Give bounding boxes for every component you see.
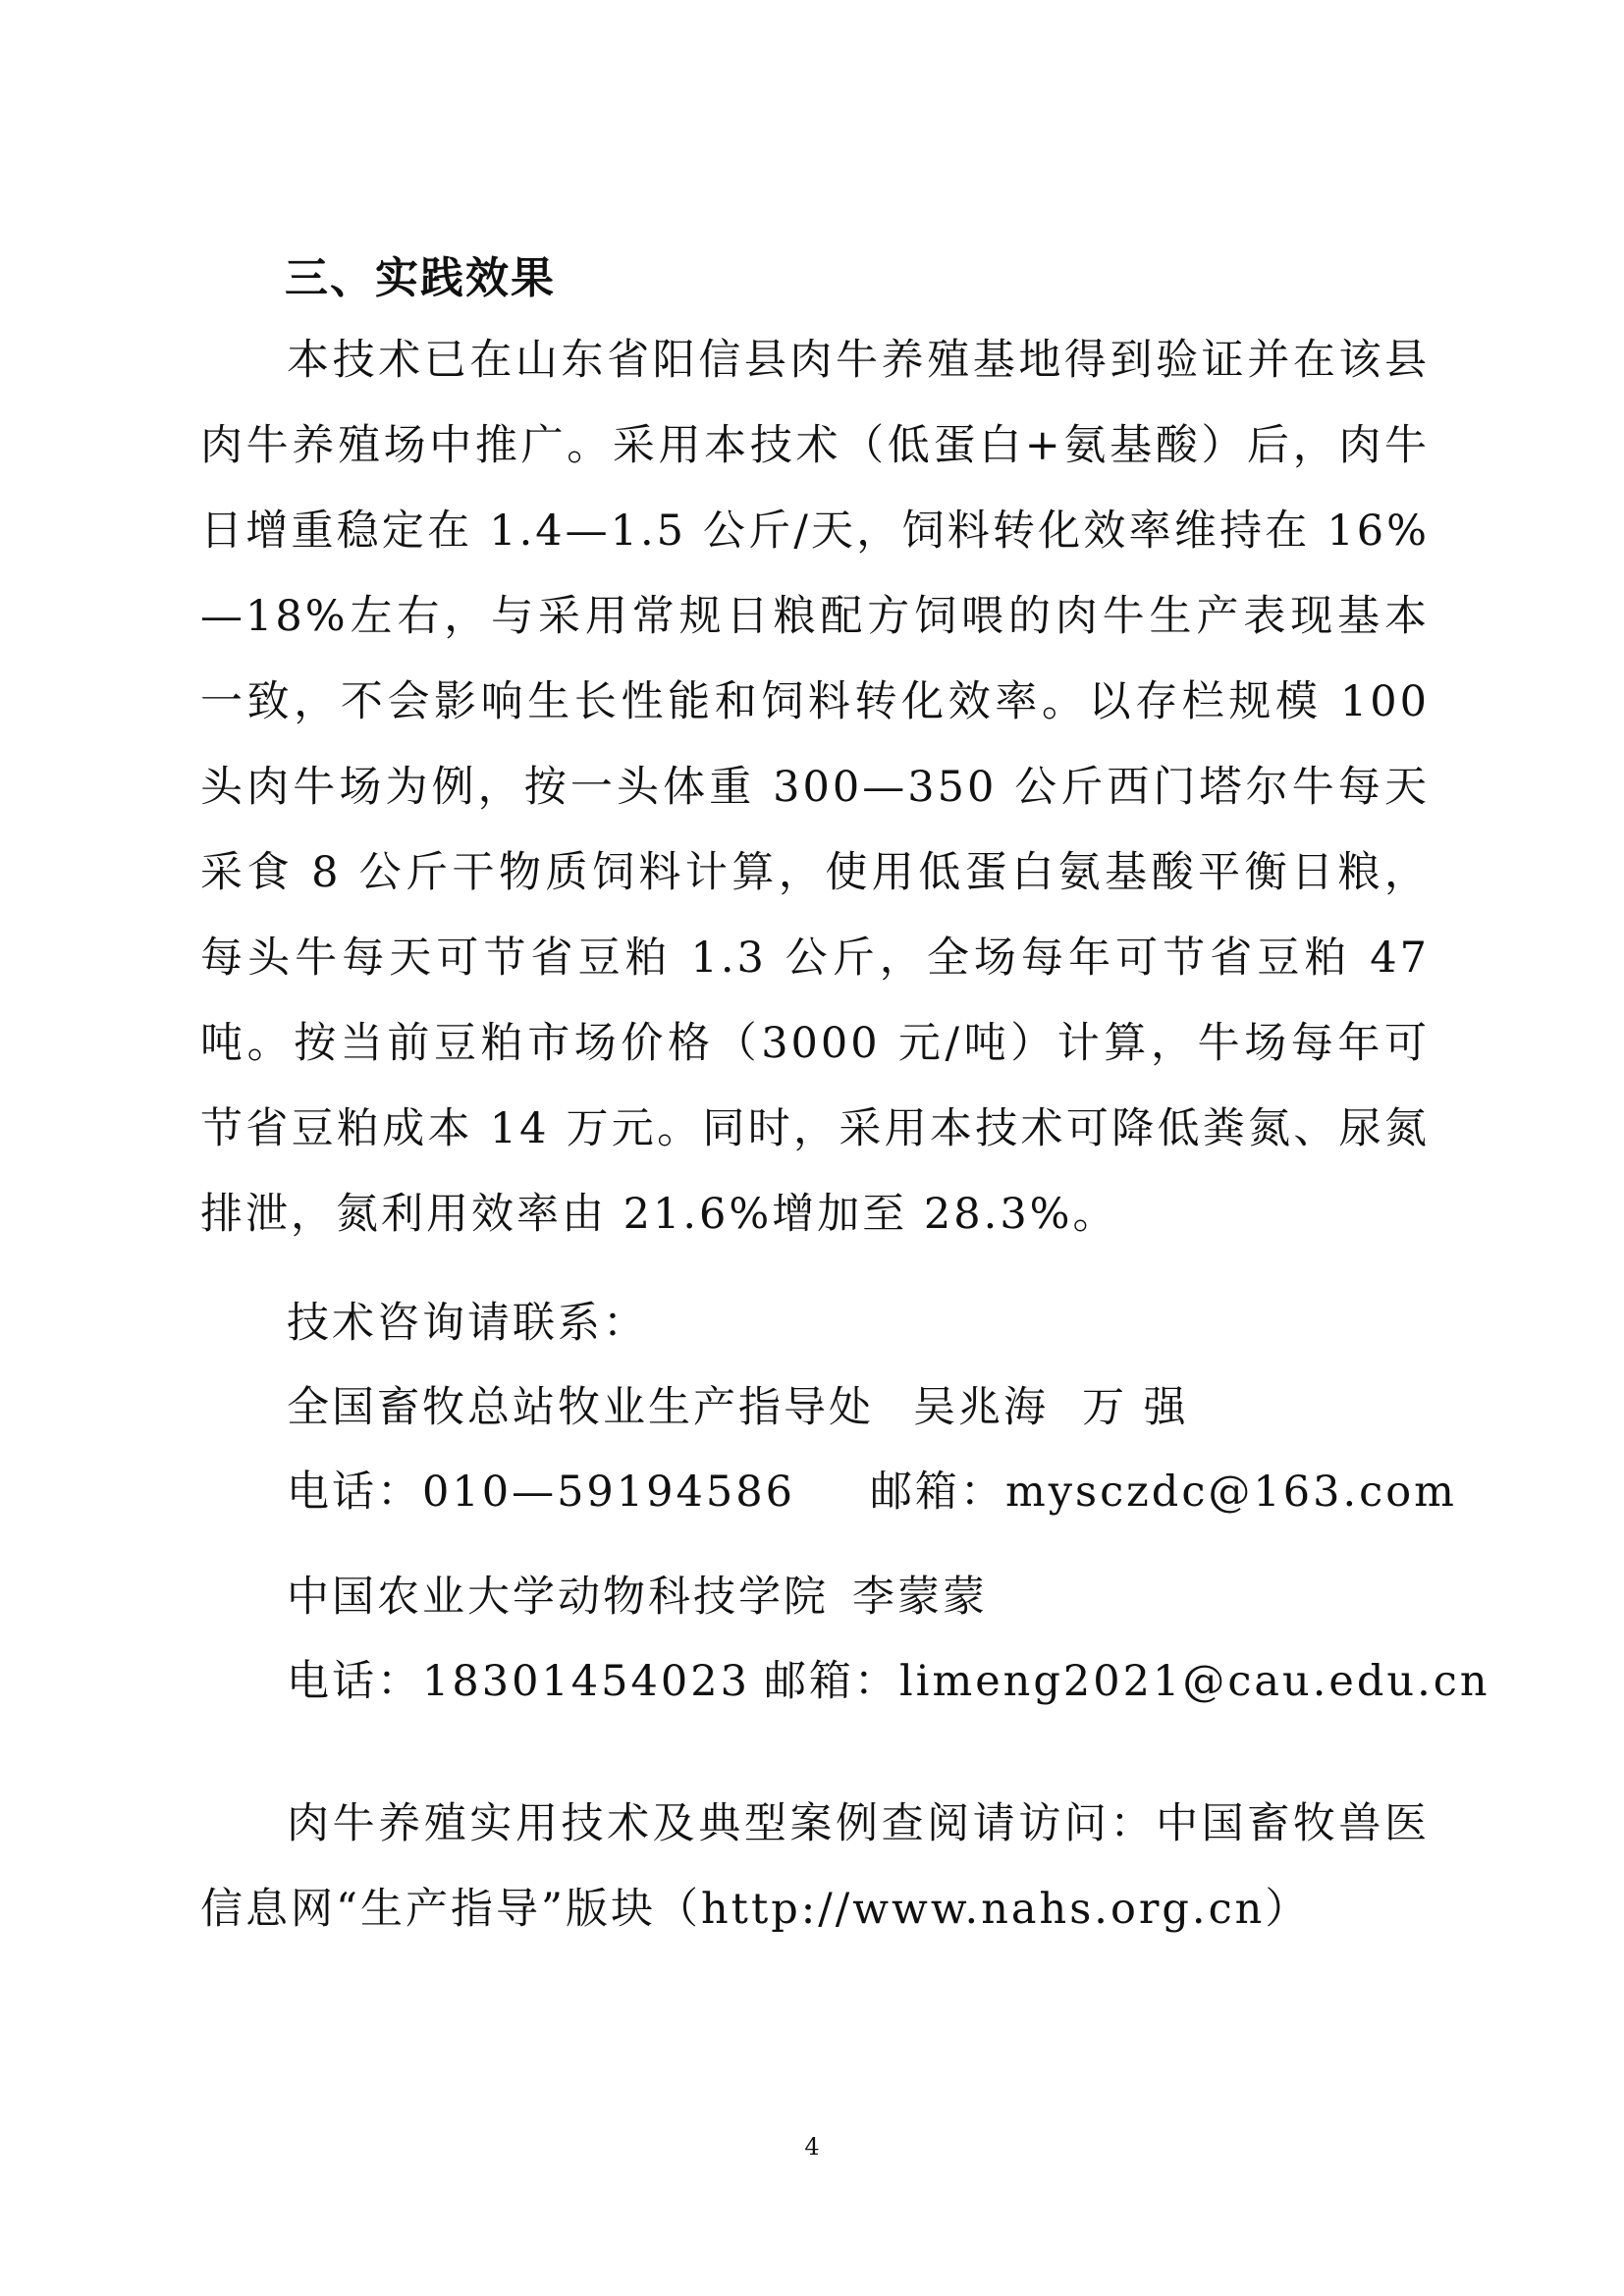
contact-intro: 技术咨询请联系：: [287, 1299, 648, 1348]
contact-phone2: 18301454023: [422, 1657, 750, 1706]
contact-line-phone2: [287, 1646, 1490, 1717]
body-paragraph: 本技术已在山东省阳信县肉牛养殖基地得到验证并在该县肉牛养殖场中推广。采用本技术（低蛋白+氨基酸）后，肉牛日增重稳定在 1.4—1.5 公斤/天，饲料转化效率维持在 16%—18%左右，与采用常规日粮配方饲喂的肉牛生产表现基本一致，不会影响生长性能和饲料转化效率。以存栏规模 100 头肉牛场为例，按一头体重 300—350 公斤西门塔尔牛每天采食 8 公斤干物质饲料计算，使用低蛋白氨基酸平衡日粮，每头牛每天可节省豆粕 1.3 公斤，全场每年可节省豆粕 47 吨。按当前豆粕市场价格（3000 元/吨）计算，牛场每年可节省豆粕成本 14 万元。同时，采用本技术可降低粪氮、尿氮排泄，氮利用效率由 21.6%增加至 28.3%。: [200, 336, 1430, 1239]
contact-person1a: 吴兆海: [913, 1383, 1049, 1432]
contact-org1: 全国畜牧总站牧业生产指导处: [287, 1383, 874, 1432]
contact-phone1: 010—59194586: [422, 1468, 795, 1517]
footer-note: 肉牛养殖实用技术及典型案例查阅请访问：中国畜牧兽医信息网“生产指导”版块（http://www.nahs.org.cn）: [200, 1799, 1430, 1934]
contact-person1b: 万 强: [1082, 1383, 1189, 1432]
contact-person2: 李蒙蒙: [852, 1573, 988, 1622]
contact-email1: mysczdc@163.com: [1004, 1468, 1457, 1517]
phone-label: 电话：: [287, 1468, 422, 1517]
contact-line-org2: [287, 1562, 988, 1632]
contact-line-org1: [287, 1372, 1189, 1443]
email-label: 邮箱：: [763, 1657, 899, 1706]
section-heading: 三、实践效果: [285, 253, 556, 303]
contact-org2: 中国农业大学动物科技学院: [287, 1573, 829, 1622]
phone-label: 电话：: [287, 1657, 422, 1706]
page-number: 4: [804, 2133, 820, 2161]
contact-line-phone1: [287, 1457, 1457, 1527]
email-label: 邮箱：: [869, 1468, 1005, 1517]
contact-email2: limeng2021@cau.edu.cn: [898, 1657, 1490, 1706]
